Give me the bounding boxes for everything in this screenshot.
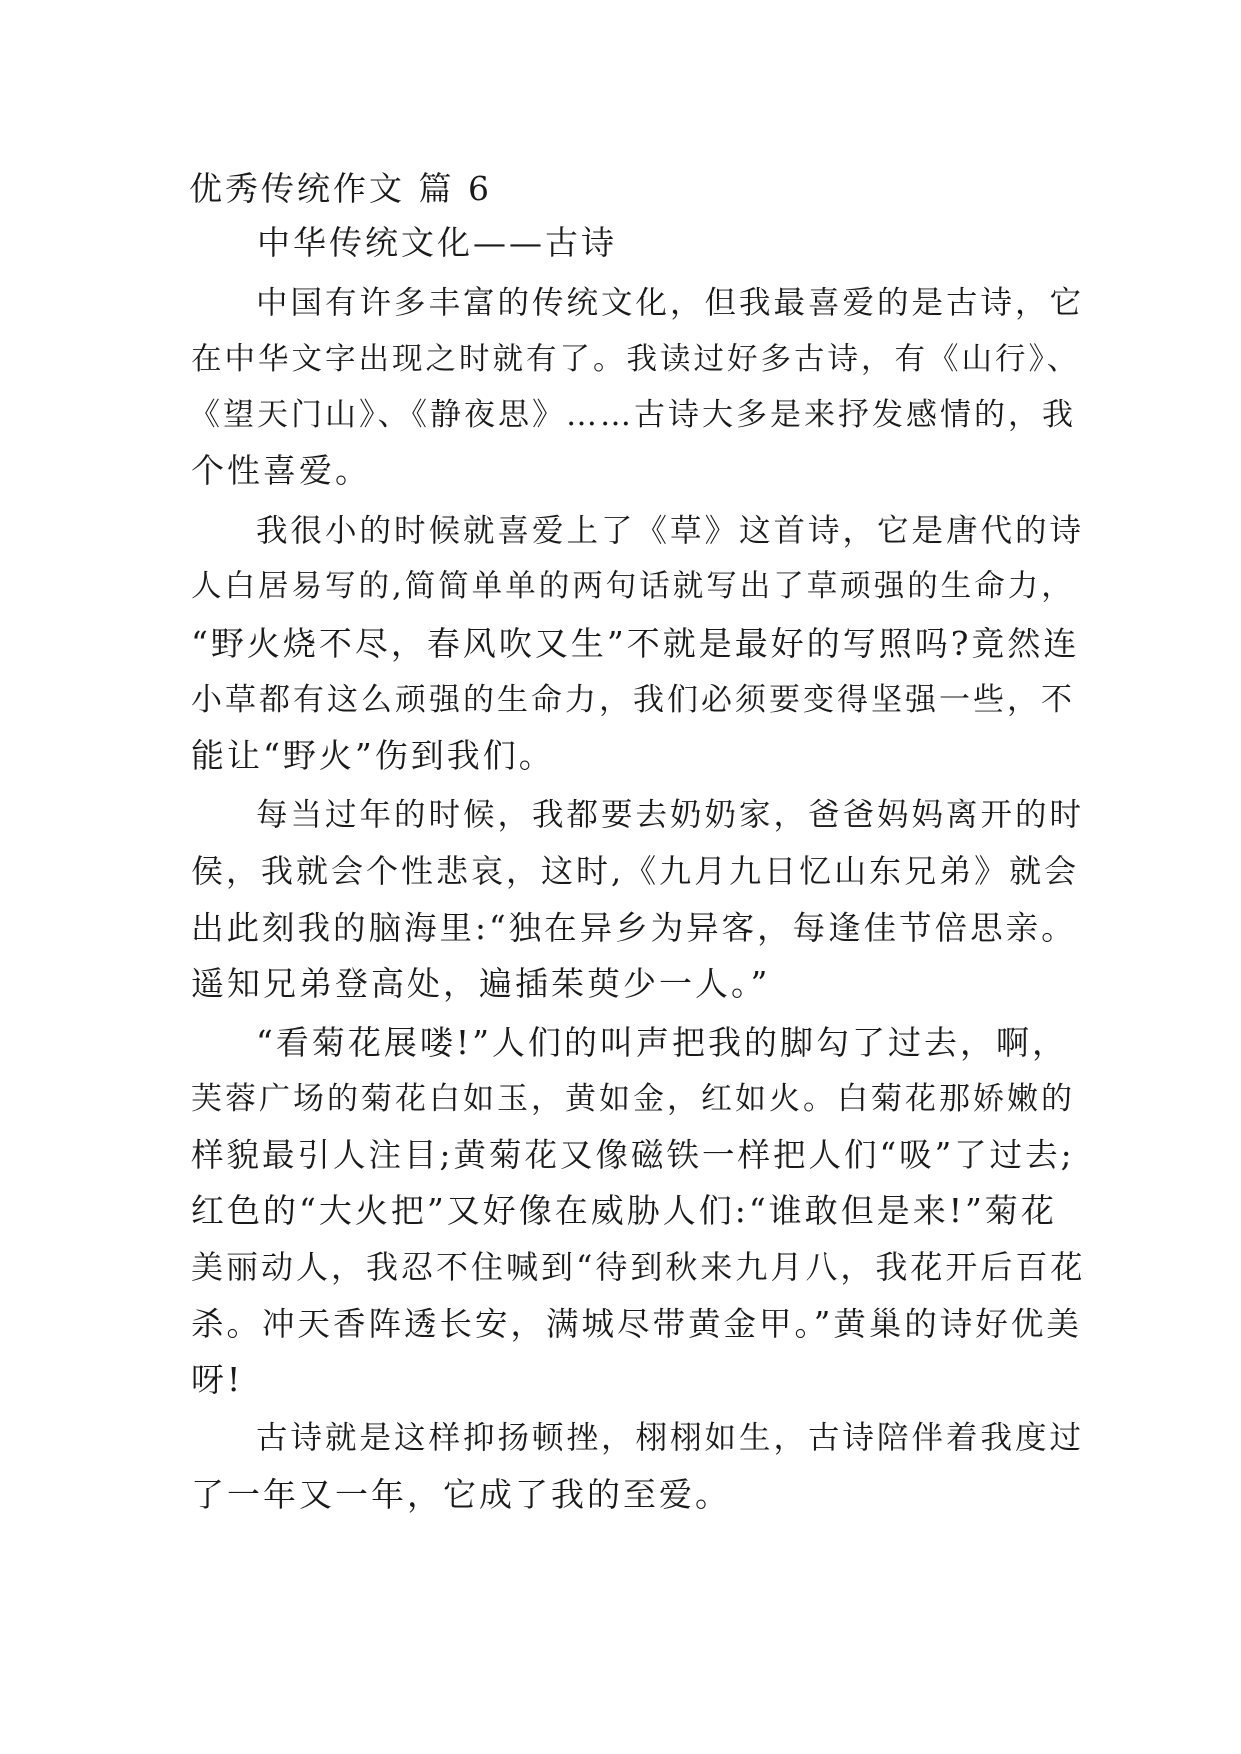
paragraph-line: 侯，我就会个性悲哀，这时,《九月九日忆山东兄弟》就会 bbox=[191, 852, 1080, 890]
paragraph-line: 小草都有这么顽强的生命力，我们必须要变得坚强一些，不 bbox=[191, 682, 1075, 718]
paragraph-line: 个性喜爱。 bbox=[191, 451, 371, 490]
paragraph-line: 杀。冲天香阵透长安，满城尽带黄金甲。”黄巢的诗好优美 bbox=[191, 1305, 1082, 1343]
paragraph-line: 我很小的时候就喜爱上了《草》这首诗，它是唐代的诗 bbox=[256, 513, 1085, 549]
paragraph-line: 能让“野火”伤到我们。 bbox=[191, 736, 555, 775]
paragraph-line: 在中华文字出现之时就有了。我读过好多古诗，有《山行》、 bbox=[191, 342, 1081, 377]
paragraph-line: 中国有许多丰富的传统文化，但我最喜爱的是古诗，它 bbox=[256, 285, 1085, 321]
document-subtitle: 中华传统文化——古诗 bbox=[257, 223, 617, 262]
paragraph-line: 遥知兄弟登高处，遍插茱萸少一人。” bbox=[191, 964, 771, 1003]
paragraph-line: 人白居易写的,简简单单的两句话就写出了草顽强的生命力， bbox=[191, 569, 1075, 604]
paragraph-line: 美丽动人，我忍不住喊到“待到秋来九月八，我花开后百花 bbox=[191, 1248, 1086, 1286]
paragraph-line: 古诗就是这样抑扬顿挫，栩栩如生，古诗陪伴着我度过 bbox=[256, 1420, 1085, 1456]
paragraph-line: 出此刻我的脑海里:“独在异乡为异客，每逢佳节倍思亲。 bbox=[191, 909, 1077, 947]
paragraph-line: 红色的“大火把”又好像在威胁人们:“谁敢但是来!”菊花 bbox=[191, 1191, 1057, 1230]
paragraph-line: 呀! bbox=[191, 1360, 244, 1399]
paragraph-line: 每当过年的时候，我都要去奶奶家，爸爸妈妈离开的时 bbox=[256, 797, 1085, 833]
document-heading: 优秀传统作文 篇 6 bbox=[189, 169, 492, 208]
paragraph-line: 了一年又一年，它成了我的至爱。 bbox=[191, 1475, 731, 1514]
paragraph-line: “野火烧不尽，春风吹又生”不就是最好的写照吗?竟然连 bbox=[191, 624, 1080, 663]
paragraph-line: 样貌最引人注目;黄菊花又像磁铁一样把人们“吸”了过去; bbox=[191, 1136, 1075, 1174]
paragraph-line: “看菊花展喽!”人们的叫声把我的脚勾了过去，啊， bbox=[256, 1023, 1069, 1062]
paragraph-line: 《望天门山》、《静夜思》……古诗大多是来抒发感情的，我 bbox=[189, 397, 1076, 433]
paragraph-line: 芙蓉广场的菊花白如玉，黄如金，红如火。白菊花那娇嫩的 bbox=[191, 1081, 1075, 1117]
